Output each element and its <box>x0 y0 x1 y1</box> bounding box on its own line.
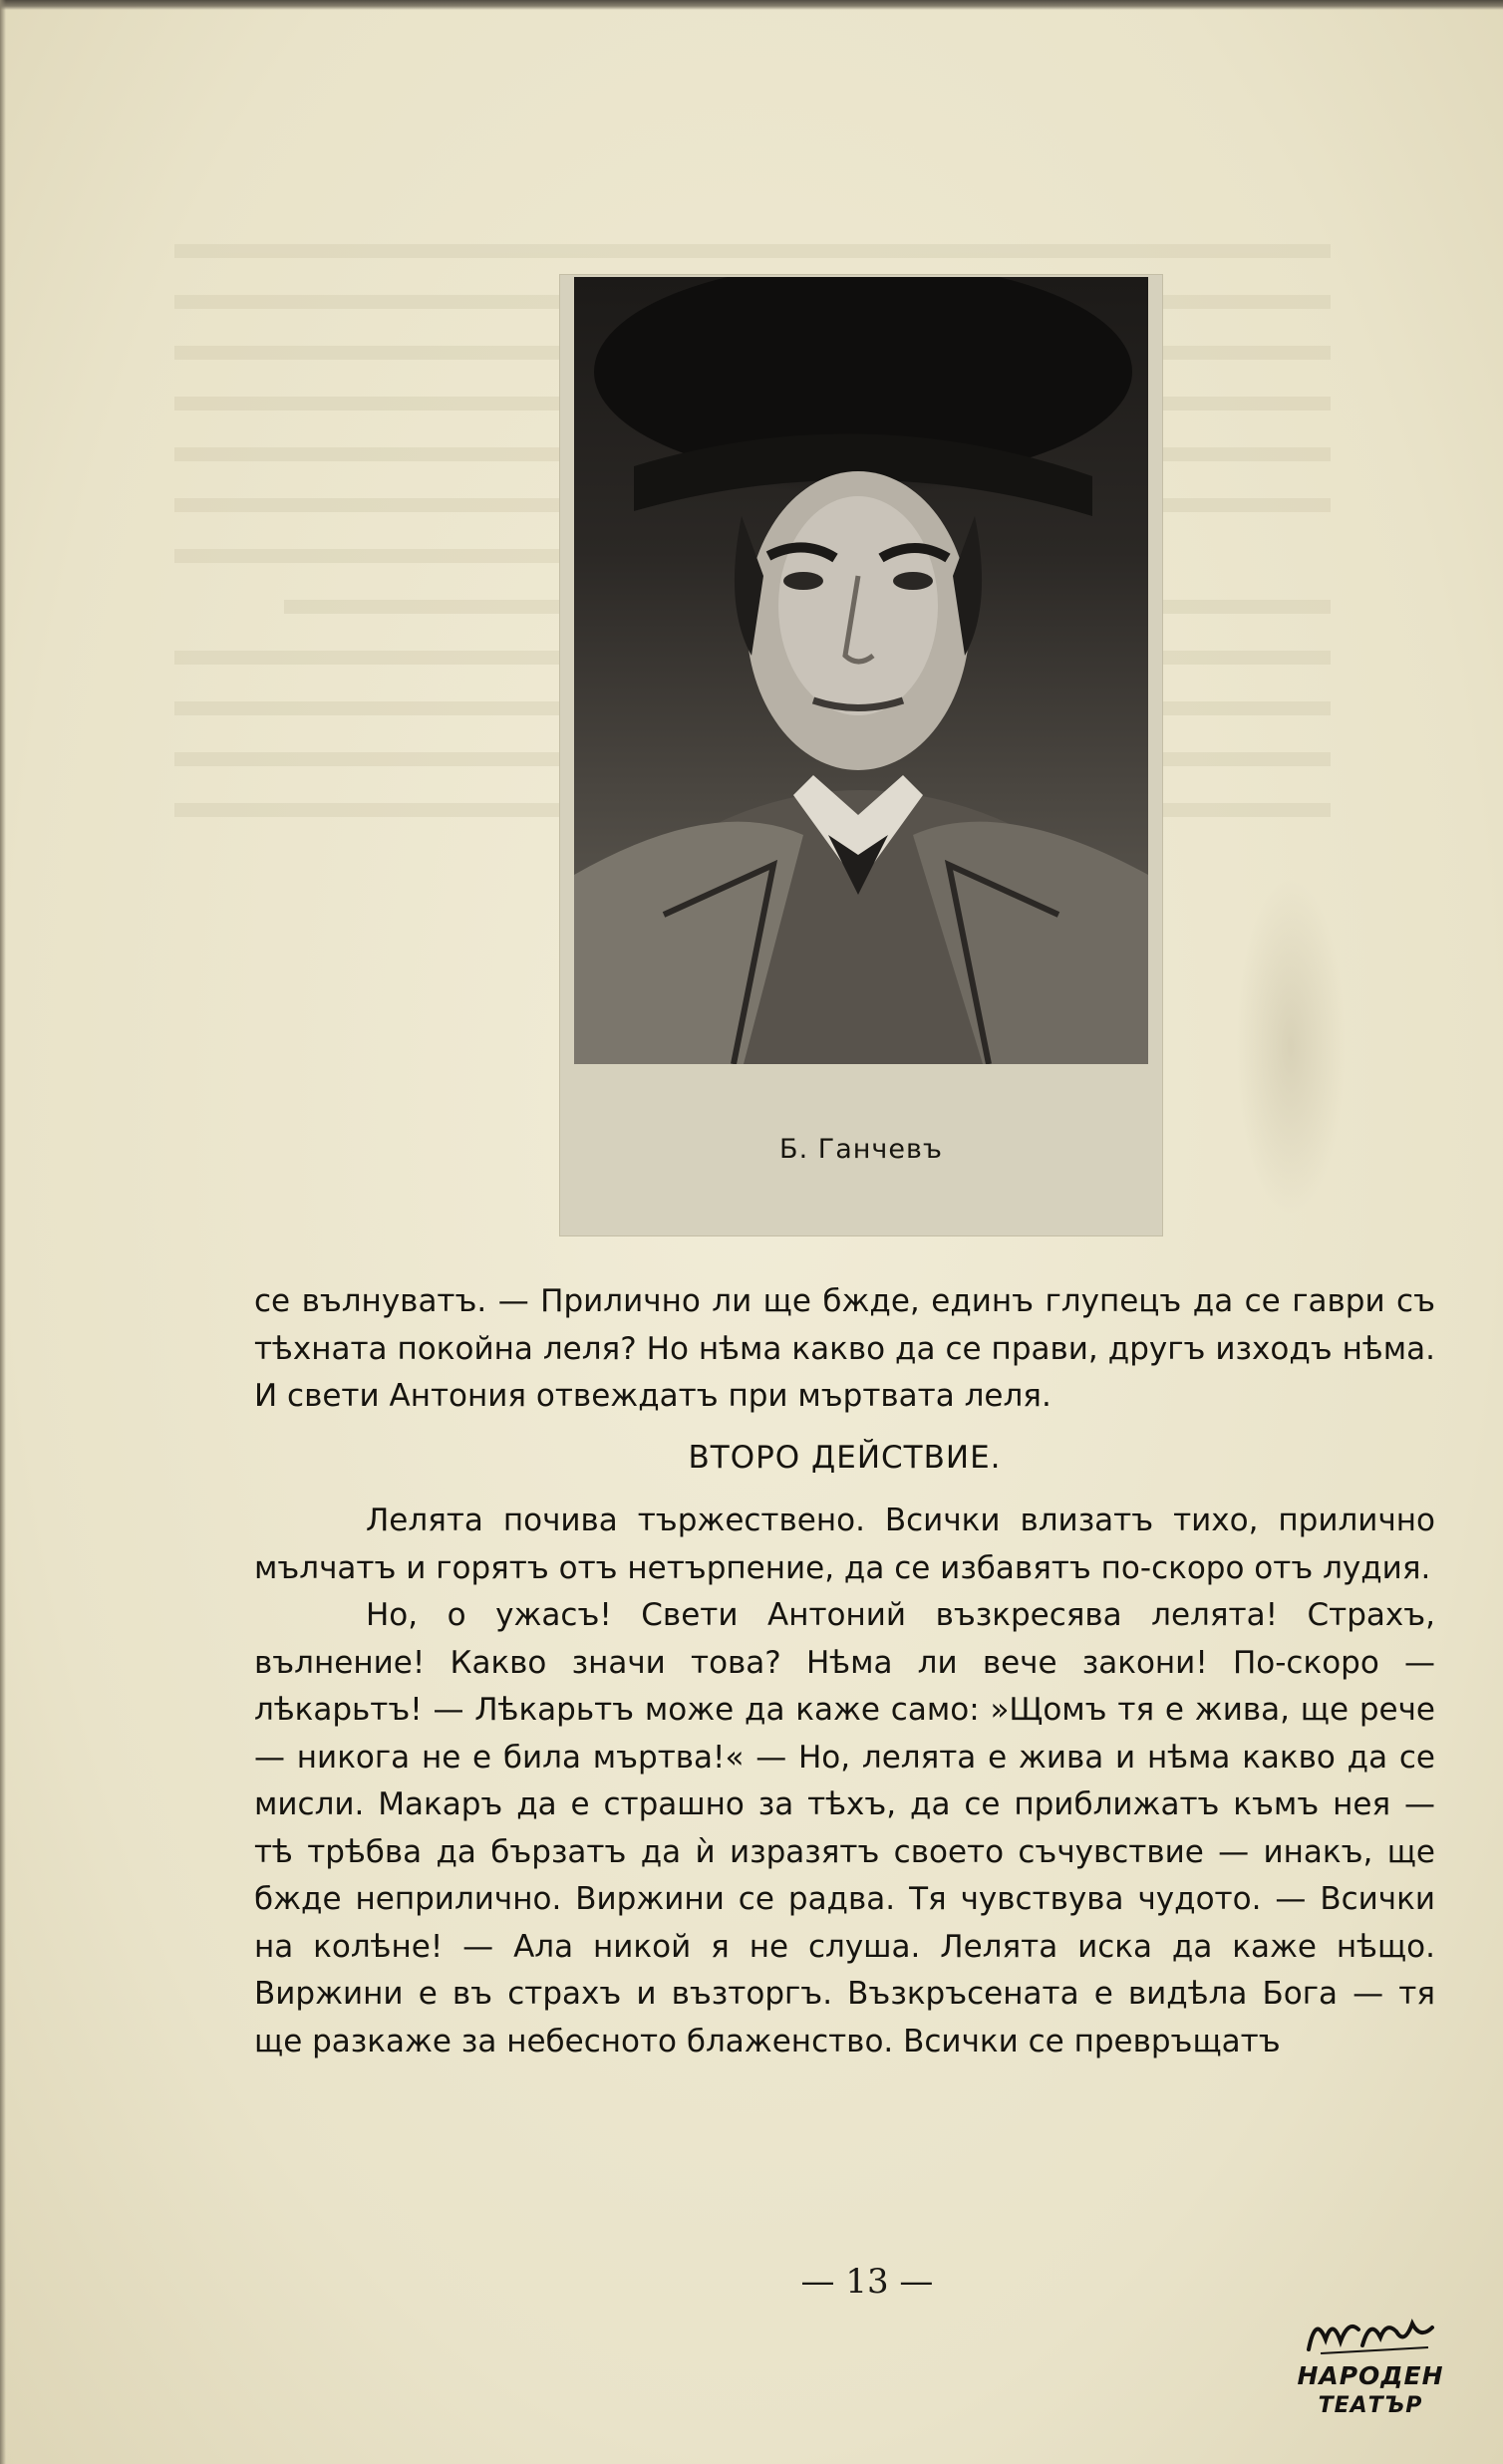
national-theatre-logo <box>1281 2310 1460 2429</box>
portrait-photo <box>574 277 1148 1064</box>
logo-line-1: НАРОДЕН <box>1297 2361 1444 2390</box>
paragraph-1: се вълнуватъ. — Прилично ли ще бжде, единъ глупецъ да се гаври съ тѣхната покойна леля? Но нѣма какво да се прави, другъ изходъ нѣма. И свети Антония отвеждатъ при мъртвата леля. <box>254 1283 1435 1414</box>
act-heading: ВТОРО ДЕЙСТВИЕ. <box>688 1439 1002 1476</box>
paper-stain <box>1236 877 1346 1216</box>
paragraph-2: Лелята почива тържествено. Всички влизатъ тихо, прилично мълчатъ и горятъ отъ нетърпение, да се избавятъ по-скоро отъ лудия. <box>254 1503 1435 1586</box>
page-top-edge <box>0 0 1503 10</box>
portrait-illustration <box>574 277 1148 1064</box>
photo-caption: Б. Ганчевъ <box>779 1134 943 1165</box>
portrait-photo-frame <box>560 275 1162 1235</box>
page-left-edge <box>0 0 6 2464</box>
signature-mark <box>1301 2310 1440 2359</box>
body-text <box>254 1278 1435 2065</box>
page-number: — 13 — <box>800 2262 934 2302</box>
logo-line-2: ТЕАТЪР <box>1318 2393 1423 2418</box>
paragraph-3: Но, о ужасъ! Свети Антоний възкресява лелята! Страхъ, вълнение! Какво значи това? Нѣма ли вече закони! По-скоро — лѣкарьтъ! — Лѣкарьтъ може да каже само: »Щомъ тя е жива, ще рече — никога не е била мъртва!« — Но, лелята е жива и нѣма какво да се мисли. Макаръ да е страшно за тѣхъ, да се приближатъ къмъ нея — тѣ трѣбва да бързатъ да ѝ изразятъ своето съчувствие — инакъ, ще бжде неприлично. Виржини се радва. Тя чувствува чудото. — Всички на колѣне! — Ала никой я не слуша. Лелята иска да каже нѣщо. Виржини е въ страхъ и възторгъ. Възкръсената е видѣла Бога — тя ще разкаже за небесното блаженство. Всички се превръщатъ <box>254 1597 1435 2059</box>
